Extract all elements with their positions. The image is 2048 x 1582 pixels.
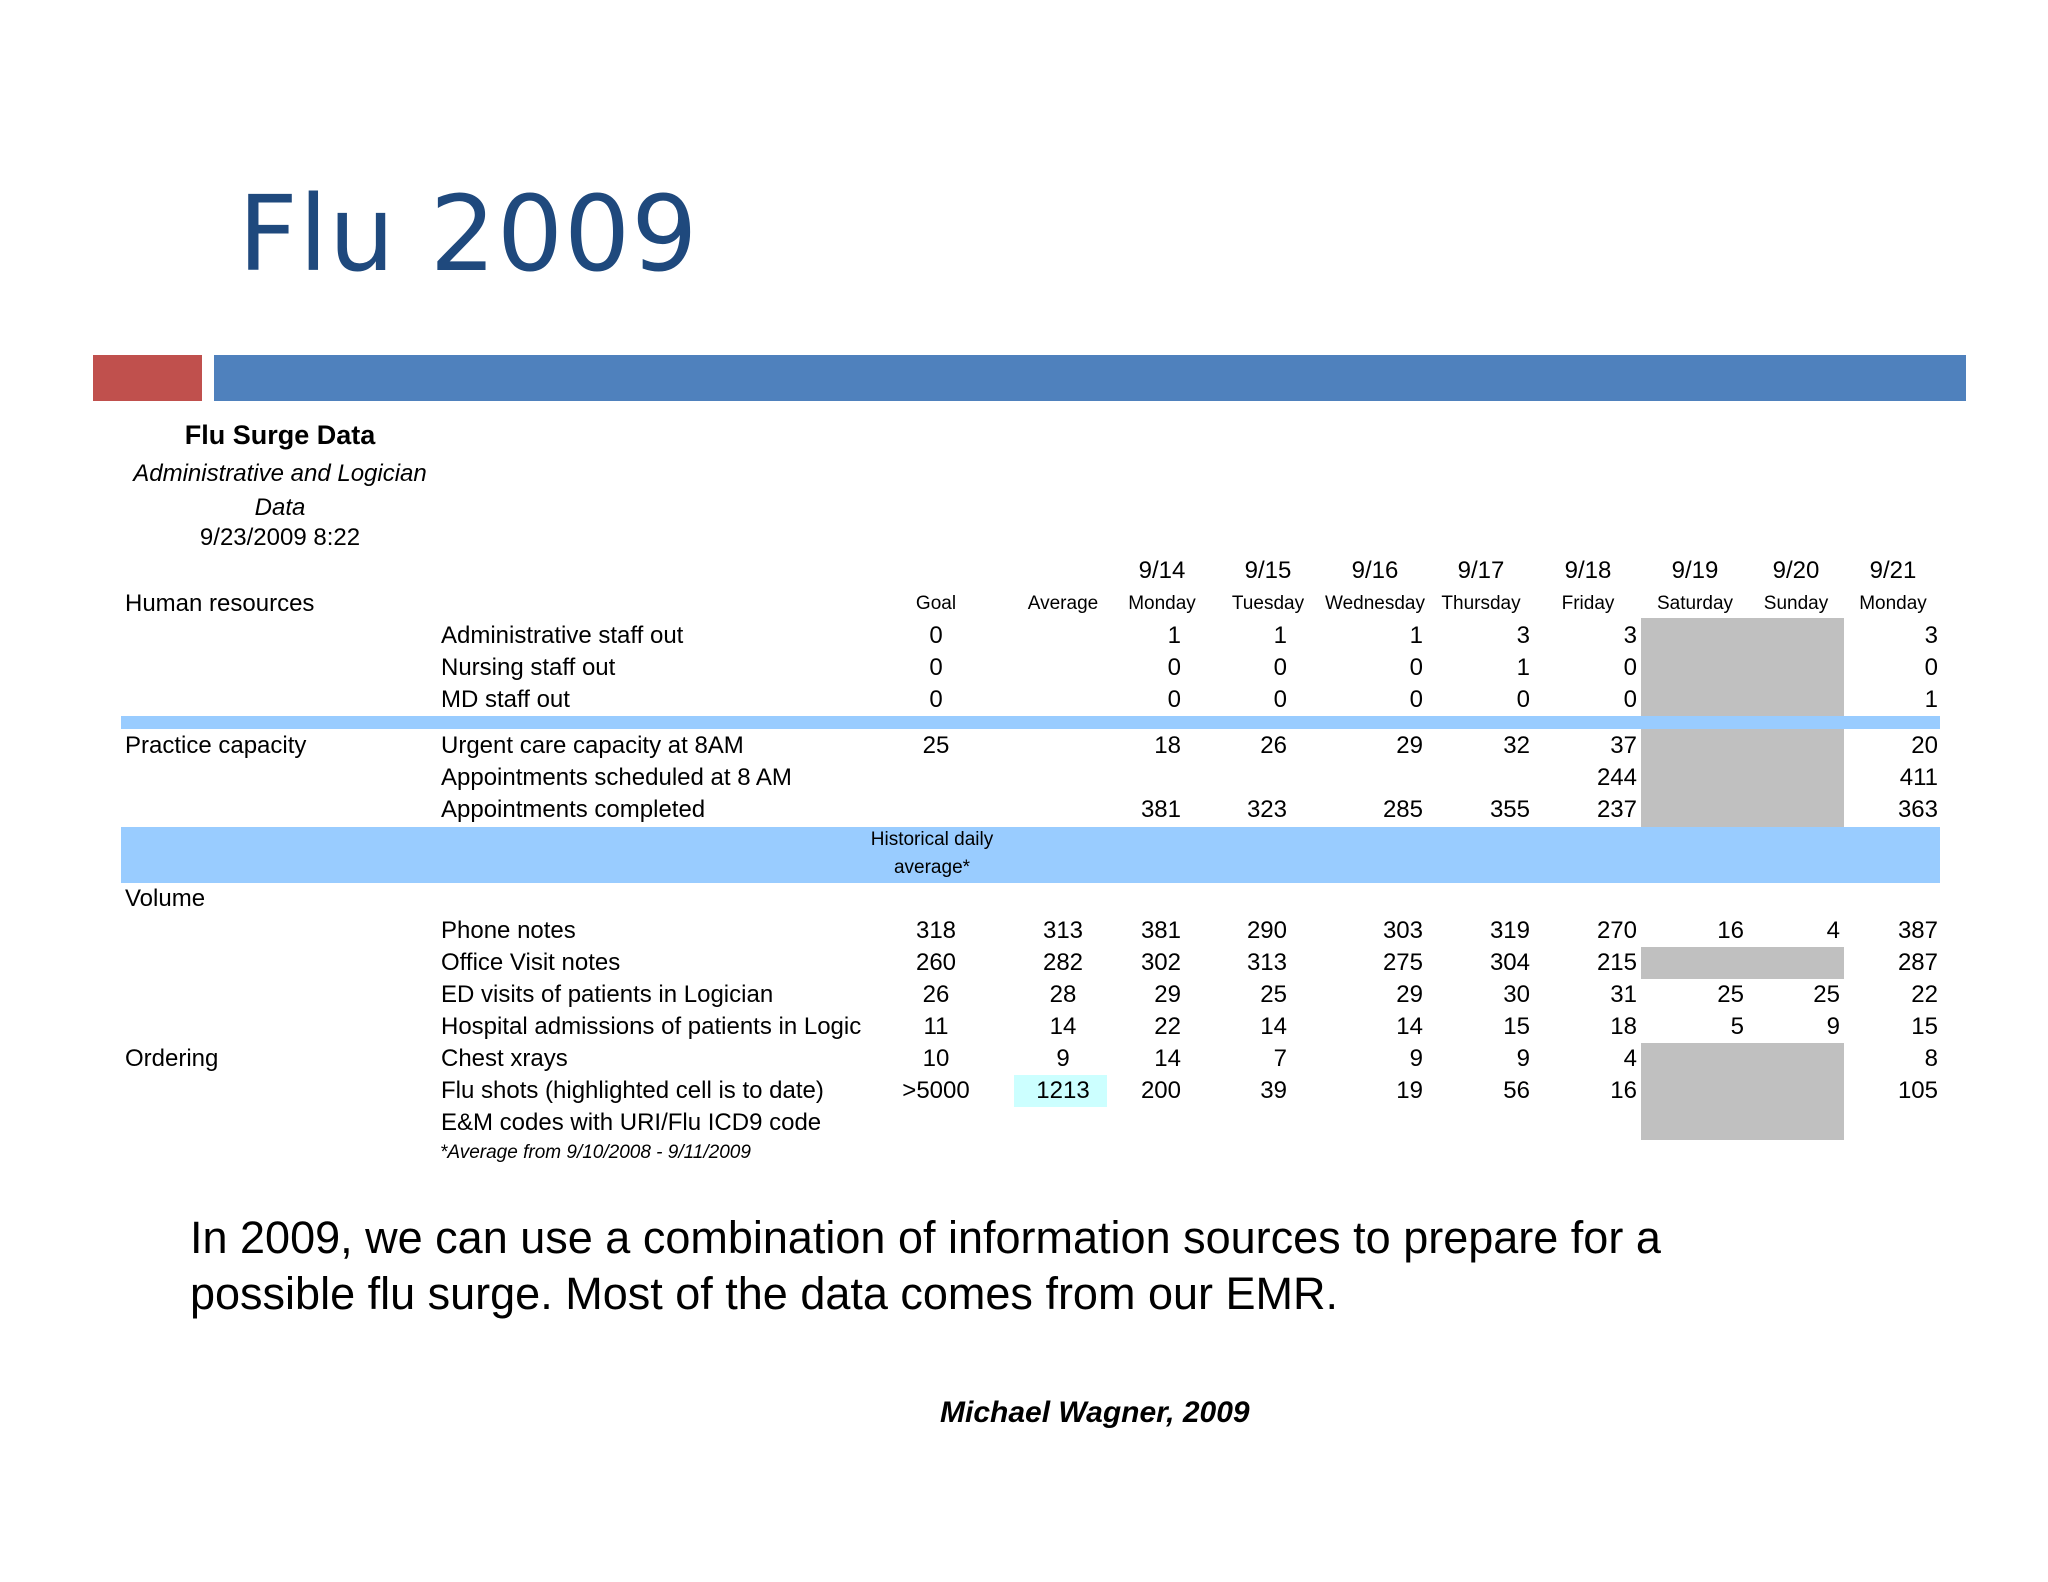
historical-average-label: Historical daily average*: [870, 829, 994, 878]
day-cell: 30: [1503, 981, 1530, 1008]
day-cell: 200: [1140, 1077, 1181, 1104]
day-cell: 0: [1623, 686, 1637, 713]
day-cell: 22: [1911, 981, 1938, 1008]
day-cell: 304: [1489, 949, 1530, 976]
day-cell: 0: [1409, 654, 1423, 681]
col-date-9-20: 9/20: [1772, 557, 1820, 584]
sheet-datetime: 9/23/2009 8:22: [199, 524, 361, 551]
col-day-9-19: Saturday: [1656, 593, 1734, 614]
day-cell: 19: [1396, 1077, 1423, 1104]
day-cell: 313: [1246, 949, 1287, 976]
day-cell: 1: [1924, 686, 1938, 713]
day-cell: 285: [1382, 796, 1423, 823]
day-cell: 1: [1409, 622, 1423, 649]
day-cell: 16: [1717, 917, 1744, 944]
section-human-resources: Human resources: [125, 590, 315, 617]
day-cell: 39: [1260, 1077, 1287, 1104]
col-date-9-16: 9/16: [1351, 557, 1399, 584]
weekend-shade-office-visit: [1641, 947, 1844, 979]
goal-cell: 0: [929, 686, 943, 713]
col-day-9-15: Tuesday: [1231, 593, 1305, 614]
day-cell: 8: [1924, 1045, 1938, 1072]
weekend-shade-capacity: [1641, 729, 1844, 827]
goal-cell: 11: [923, 1013, 949, 1040]
average-cell: 313: [1042, 917, 1084, 944]
day-cell: 1: [1516, 654, 1530, 681]
day-cell: 381: [1140, 796, 1181, 823]
day-cell: 9: [1826, 1013, 1840, 1040]
separator-band: [121, 716, 1940, 729]
day-cell: 1: [1273, 622, 1287, 649]
average-cell: 28: [1049, 981, 1077, 1008]
average-cell: 9: [1056, 1045, 1070, 1072]
goal-cell: 26: [922, 981, 950, 1008]
col-day-9-16: Wednesday: [1325, 593, 1425, 614]
day-cell: 29: [1396, 981, 1423, 1008]
day-cell: 411: [1899, 764, 1938, 791]
day-cell: 319: [1489, 917, 1530, 944]
day-cell: 0: [1516, 686, 1530, 713]
row-label: Appointments completed: [441, 796, 706, 823]
goal-cell: 10: [922, 1045, 950, 1072]
day-cell: 290: [1246, 917, 1287, 944]
day-cell: 14: [1396, 1013, 1423, 1040]
section-volume: Volume: [125, 885, 206, 912]
col-date-9-18: 9/18: [1564, 557, 1612, 584]
day-cell: 275: [1382, 949, 1423, 976]
goal-cell: 0: [929, 654, 943, 681]
col-date-9-15: 9/15: [1244, 557, 1292, 584]
goal-cell: 25: [922, 732, 950, 759]
row-label: Chest xrays: [441, 1045, 568, 1072]
day-cell: 0: [1924, 654, 1938, 681]
day-cell: 4: [1826, 917, 1840, 944]
day-cell: 0: [1623, 654, 1637, 681]
day-cell: 303: [1382, 917, 1423, 944]
row-label: Urgent care capacity at 8AM: [441, 732, 744, 759]
col-date-9-14: 9/14: [1138, 557, 1186, 584]
col-average: Average: [1027, 593, 1099, 614]
section-ordering: Ordering: [125, 1045, 219, 1072]
col-date-9-19: 9/19: [1671, 557, 1719, 584]
day-cell: 25: [1260, 981, 1287, 1008]
day-cell: 5: [1730, 1013, 1744, 1040]
col-goal: Goal: [915, 593, 957, 614]
goal-cell: 0: [929, 622, 943, 649]
table-footnote: *Average from 9/10/2008 - 9/11/2009: [440, 1142, 751, 1163]
weekend-shade-staff: [1641, 618, 1844, 716]
day-cell: 18: [1154, 732, 1181, 759]
weekend-shade-ordering: [1641, 1043, 1844, 1140]
row-label: ED visits of patients in Logician: [441, 981, 774, 1008]
day-cell: 25: [1813, 981, 1840, 1008]
day-cell: 37: [1610, 732, 1637, 759]
row-label: E&M codes with URI/Flu ICD9 code: [441, 1109, 822, 1136]
day-cell: 14: [1260, 1013, 1287, 1040]
day-cell: 25: [1717, 981, 1744, 1008]
row-label: Nursing staff out: [441, 654, 616, 681]
day-cell: 26: [1260, 732, 1287, 759]
day-cell: 9: [1516, 1045, 1530, 1072]
col-day-9-20: Sunday: [1763, 593, 1829, 614]
day-cell: 29: [1154, 981, 1181, 1008]
day-cell: 270: [1596, 917, 1637, 944]
section-practice-capacity: Practice capacity: [125, 732, 307, 759]
row-label: Phone notes: [441, 917, 576, 944]
day-cell: 0: [1167, 654, 1181, 681]
slide-author: Michael Wagner, 2009: [940, 1396, 1250, 1429]
day-cell: 18: [1610, 1013, 1637, 1040]
col-day-9-21: Monday: [1859, 593, 1927, 614]
day-cell: 15: [1911, 1013, 1938, 1040]
goal-cell: 260: [915, 949, 957, 976]
day-cell: 4: [1623, 1045, 1637, 1072]
row-label: Office Visit notes: [441, 949, 621, 976]
day-cell: 0: [1273, 654, 1287, 681]
day-cell: 387: [1897, 917, 1938, 944]
col-date-9-17: 9/17: [1457, 557, 1505, 584]
slide-title: Flu 2009: [238, 173, 699, 295]
day-cell: 363: [1897, 796, 1938, 823]
day-cell: 0: [1409, 686, 1423, 713]
row-label: Hospital admissions of patients in Logic: [441, 1013, 861, 1040]
day-cell: 237: [1596, 796, 1637, 823]
day-cell: 244: [1596, 764, 1637, 791]
day-cell: 215: [1596, 949, 1637, 976]
day-cell: 29: [1396, 732, 1423, 759]
sheet-subtitle: Administrative and Logician Data: [133, 460, 427, 521]
day-cell: 15: [1503, 1013, 1530, 1040]
row-label: Flu shots (highlighted cell is to date): [441, 1077, 824, 1104]
day-cell: 20: [1911, 732, 1938, 759]
average-cell: 14: [1049, 1013, 1077, 1040]
col-day-9-14: Monday: [1128, 593, 1196, 614]
day-cell: 381: [1140, 917, 1181, 944]
goal-cell: 318: [915, 917, 957, 944]
day-cell: 32: [1503, 732, 1530, 759]
col-date-9-21: 9/21: [1869, 557, 1917, 584]
day-cell: 22: [1154, 1013, 1181, 1040]
row-label: Appointments scheduled at 8 AM: [441, 764, 792, 791]
average-cell: 282: [1042, 949, 1084, 976]
slide-caption: In 2009, we can use a combination of information sources to prepare for a possible flu surge. Most of the data comes from our EMR.: [190, 1212, 1661, 1319]
sheet-title: Flu Surge Data: [184, 420, 376, 450]
day-cell: 0: [1273, 686, 1287, 713]
day-cell: 0: [1167, 686, 1181, 713]
historical-band: [121, 827, 1940, 883]
day-cell: 3: [1623, 622, 1637, 649]
day-cell: 9: [1409, 1045, 1423, 1072]
row-label: Administrative staff out: [441, 622, 684, 649]
day-cell: 287: [1897, 949, 1938, 976]
day-cell: 3: [1924, 622, 1938, 649]
day-cell: 3: [1516, 622, 1530, 649]
day-cell: 105: [1897, 1077, 1938, 1104]
day-cell: 7: [1273, 1045, 1287, 1072]
row-label: MD staff out: [441, 686, 570, 713]
day-cell: 16: [1610, 1077, 1637, 1104]
day-cell: 56: [1503, 1077, 1530, 1104]
day-cell: 14: [1154, 1045, 1181, 1072]
day-cell: 31: [1610, 981, 1637, 1008]
day-cell: 302: [1140, 949, 1181, 976]
goal-cell: >5000: [902, 1077, 970, 1104]
day-cell: 1: [1167, 622, 1181, 649]
day-cell: 355: [1489, 796, 1530, 823]
col-day-9-17: Thursday: [1441, 593, 1521, 614]
average-cell: 1213: [1036, 1077, 1090, 1104]
col-day-9-18: Friday: [1561, 593, 1615, 614]
day-cell: 323: [1246, 796, 1287, 823]
